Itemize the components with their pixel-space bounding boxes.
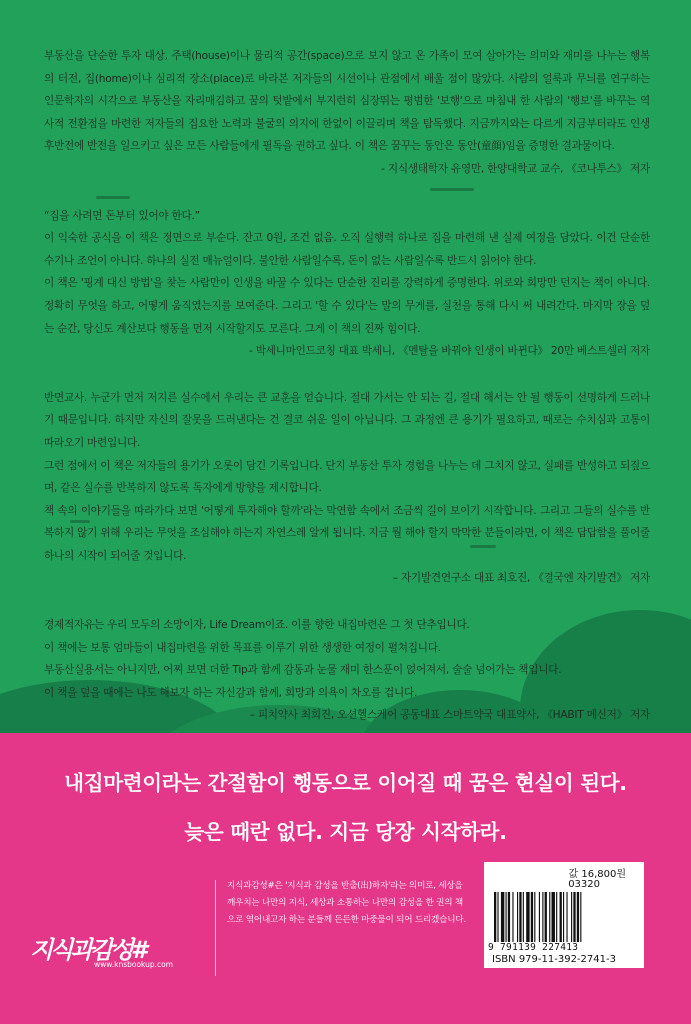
review-text: 부동산실용서는 아니지만, 어찌 보면 더한 Tip과 함께 감동과 눈물 재미 한스푼이 얹어져서, 술술 넘어가는 책입니다. bbox=[44, 664, 562, 677]
review-text: 경제적자유는 우리 모두의 소망이자, Life Dream이죠. 이를 향한 내집마련은 그 첫 단추입니다. bbox=[44, 619, 470, 632]
review-author: - 지식생태학자 유영만, 한양대학교 교수, 《코나투스》 저자 bbox=[381, 162, 650, 175]
headline-line-1: 내집마련이라는 간절함이 행동으로 이어질 때 꿈은 현실이 된다. bbox=[64, 771, 627, 795]
divider bbox=[215, 880, 216, 976]
isbn-number: ISBN 979-11-392-2741-3 bbox=[492, 954, 616, 965]
review-text: “집을 사려면 돈부터 있어야 한다.” bbox=[44, 209, 200, 222]
review-text: 부동산을 단순한 투자 대상, 주택(house)이나 물리적 공간(space)으로 보지 않고 온 가족이 모여 살아가는 의미와 재미를 나누는 행복의 터전, 집(home)이나 심리적 장소(place)로 바라본 저자들의 시선이나 관점에서 배울 점이 많았다. 사람의 얼룩과 무늬를 연구하는 인문학자의 시각으로 부동산을 자리매김하고 꿈의 텃밭에서 부지런히 심장뛰는 평범한 '보행'으로 마침내 한 사람의 '행보'를 바꾸는 역사적 전환점을 마련한 저자들의 집요한 노력과 불굴의 의지에 한없이 이끌리며 책을 탐독했다. 지금까지와는 다르게 지금부터라도 인생 후반전에 반전을 일으키고 싶은 모든 사람들에게 필독을 권하고 싶다. 이 책은 꿈꾸는 동안은 동안(童顔)임을 증명한 결과물이다. bbox=[44, 50, 650, 153]
review-text: 그런 점에서 이 책은 저자들의 용기가 오롯이 담긴 기록입니다. 단지 부동산 투자 경험을 나누는 데 그치지 않고, 실패를 반성하고 되짚으며, 같은 실수를 반복하지 않도록 독자에게 방향을 제시합니다. bbox=[44, 459, 650, 495]
publisher-logo: 지식과감성# bbox=[30, 936, 145, 964]
review-1 bbox=[44, 45, 650, 181]
review-text: 이 책을 덮을 때에는 나도 해보자 하는 자신감과 함께, 희망과 의욕이 차오를 겁니다. bbox=[44, 686, 418, 699]
review-text: 이 책은 '핑계 대신 방법'을 찾는 사람만이 인생을 바꿀 수 있다는 단순한 진리를 강력하게 증명한다. 위로와 희망만 던지는 책이 아니다. 정확히 무엇을 하고, 어떻게 움직였는지를 보여준다. 그리고 '할 수 있다'는 말의 무게를, 실천을 통해 다시 써 내려간다. 마지막 장을 덮는 순간, 당신도 계산보다 행동을 먼저 시작할지도 모른다. 그게 이 책의 진짜 힘이다. bbox=[44, 277, 650, 335]
review-author: – 피치약사 최희진, 오션헬스케어 공동대표 스마트약국 대표약사, 《HABIT 메신저》 저자 bbox=[249, 709, 650, 722]
publisher-url: www.knsbookup.com bbox=[94, 960, 174, 969]
addon-code: 03320 bbox=[568, 879, 600, 890]
review-text: 책 속의 이야기들을 따라가다 보면 '어떻게 투자해야 할까'라는 막연함 속에서 조금씩 길이 보이기 시작합니다. 그리고 그들의 실수를 반복하지 않기 위해 우리는 무엇을 조심해야 하는지 자연스레 알게 됩니다. 지금 뭘 해야 할지 막막한 분들이라면, 이 책은 답답함을 풀어줄 하나의 시작이 되어줄 것입니다. bbox=[44, 504, 650, 562]
review-3 bbox=[44, 387, 650, 590]
barcode-box bbox=[484, 862, 644, 968]
review-list bbox=[44, 45, 650, 733]
publisher-description bbox=[227, 878, 467, 929]
review-text: 이 익숙한 공식을 이 책은 정면으로 부순다. 잔고 0원, 조건 없음. 오직 실행력 하나로 집을 마련해 낸 실제 여정을 담았다. 이건 단순한 수기나 조언이 아니다. 하나의 실전 매뉴얼이다. 불안한 사람일수록, 돈이 없는 사람일수록 반드시 읽어야 한다. bbox=[44, 232, 650, 267]
review-text: 반면교사. 누군가 먼저 저지른 실수에서 우리는 큰 교훈을 얻습니다. 절대 가서는 안 되는 길, 절대 해서는 안 될 행동이 선명하게 드러나기 때문입니다. 하지만 자신의 잘못을 드러낸다는 건 결코 쉬운 일이 아닙니다. 그 과정엔 큰 용기가 필요하고, 때로는 수치심과 고통이 따라오기 마련입니다. bbox=[44, 391, 650, 449]
review-author: - 박세니마인드코칭 대표 박세니, 《멘탈을 바꿔야 인생이 바뀐다》 20만 베스트셀러 저자 bbox=[249, 345, 650, 358]
price-label: 값 16,800원 bbox=[568, 869, 626, 880]
barcode-icon bbox=[494, 892, 609, 942]
review-author: – 자기발견연구소 대표 최호진, 《결국엔 자기발견》 저자 bbox=[392, 572, 650, 585]
review-text: 이 책에는 보통 엄마들이 내집마련을 위한 목표를 이루기 위한 생생한 여정이 펼쳐집니다. bbox=[44, 641, 441, 654]
headline-line-2: 늦은 때란 없다. 지금 당장 시작하라. bbox=[184, 820, 507, 844]
review-4 bbox=[44, 614, 650, 727]
barcode-digits: 9 791139 227413 bbox=[488, 942, 579, 953]
review-2 bbox=[44, 205, 650, 363]
publisher-description-text: 지식과감성#은 '지식과 감성을 반출(出)하자'라는 의미로, 세상을 깨우치는 나만의 지식, 세상과 소통하는 나만의 감성을 한 권의 책으로 엮어내고자 하는 분들께 든든한 마중물이 되어 드리겠습니다. bbox=[227, 881, 466, 925]
